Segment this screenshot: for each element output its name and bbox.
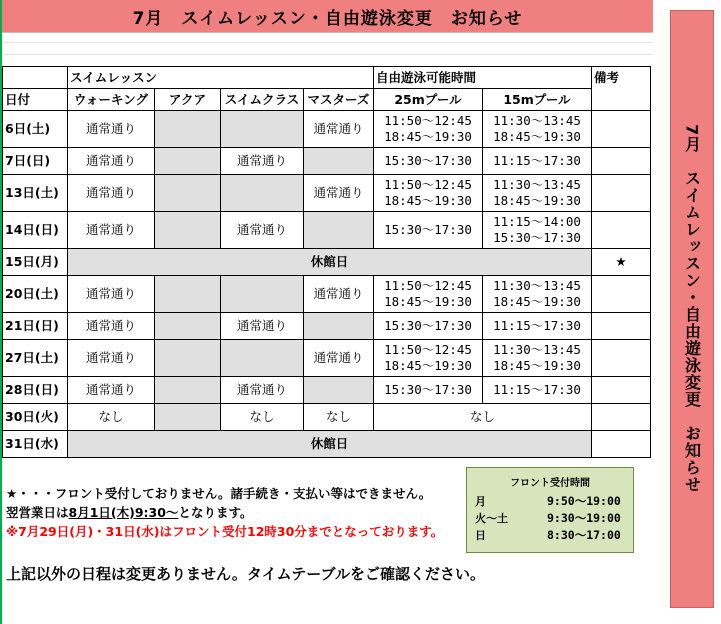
date-cell: 6日(土) <box>3 111 68 148</box>
notes-block <box>6 484 443 541</box>
front-hours-day: 日 <box>475 529 486 542</box>
time-range: 11:30～13:45 <box>493 177 581 192</box>
grid-line <box>2 42 653 43</box>
walking-cell: 通常通り <box>68 148 155 175</box>
time-range: 11:15～17:30 <box>493 318 581 333</box>
masters-header: マスターズ <box>304 89 374 111</box>
date-cell: 14日(日) <box>3 212 68 249</box>
front-hours-time: 9:50～19:00 <box>547 494 621 508</box>
group-header-row <box>3 67 651 89</box>
swim-class-cell: なし <box>221 404 304 431</box>
aqua-cell <box>155 148 221 175</box>
swim-class-cell <box>221 111 304 148</box>
walking-cell: 通常通り <box>68 377 155 404</box>
date-cell: 27日(土) <box>3 340 68 377</box>
table-row <box>3 148 651 175</box>
pool-25m-times <box>374 175 483 212</box>
remarks-header-blank <box>592 89 651 111</box>
swim-class-cell <box>221 340 304 377</box>
date-cell: 7日(日) <box>3 148 68 175</box>
date-header: 日付 <box>3 89 68 111</box>
table-row <box>3 340 651 377</box>
masters-cell <box>304 313 374 340</box>
time-range: 18:45～19:30 <box>384 193 472 208</box>
time-range: 18:45～19:30 <box>384 129 472 144</box>
time-range: 11:50～12:45 <box>384 342 472 357</box>
front-hours-day: 火～土 <box>475 512 508 525</box>
column-header-row <box>3 89 651 111</box>
date-cell: 13日(土) <box>3 175 68 212</box>
remark-cell <box>592 276 651 313</box>
time-range: 11:15～17:30 <box>493 382 581 397</box>
note-next-prefix: 翌営業日は <box>6 505 69 520</box>
table-row <box>3 249 651 276</box>
remark-cell <box>592 313 651 340</box>
masters-cell: 通常通り <box>304 175 374 212</box>
pool-15m-header: 15mプール <box>483 89 592 111</box>
table-row <box>3 431 651 458</box>
note-next-date: 8月1日(木)9:30～ <box>68 505 179 520</box>
front-hours-row <box>467 510 633 527</box>
aqua-cell <box>155 377 221 404</box>
page-title: 7月 スイムレッスン・自由遊泳変更 お知らせ <box>2 0 653 33</box>
time-range: 18:45～19:30 <box>493 129 581 144</box>
pool-25m-header: 25mプール <box>374 89 483 111</box>
pool-25m-times <box>374 377 483 404</box>
front-hours-row <box>467 527 633 544</box>
pool-25m-times <box>374 340 483 377</box>
time-range: 18:45～19:30 <box>493 294 581 309</box>
time-range: 11:30～13:45 <box>493 342 581 357</box>
schedule-table <box>2 66 651 458</box>
front-hours-day: 月 <box>475 495 486 508</box>
pool-25m-times <box>374 313 483 340</box>
pool-15m-times <box>483 340 592 377</box>
swim-class-cell: 通常通り <box>221 148 304 175</box>
walking-cell: 通常通り <box>68 313 155 340</box>
side-banner <box>670 10 714 608</box>
table-row <box>3 313 651 340</box>
free-swim-cell: なし <box>374 404 592 431</box>
pool-15m-times <box>483 377 592 404</box>
side-banner-text: 7月 スイムレッスン・自由遊泳変更 お知らせ <box>682 124 702 494</box>
date-cell: 20日(土) <box>3 276 68 313</box>
aqua-cell <box>155 276 221 313</box>
time-range: 18:45～19:30 <box>384 358 472 373</box>
table-row <box>3 212 651 249</box>
aqua-header: アクア <box>155 89 221 111</box>
aqua-cell <box>155 340 221 377</box>
date-cell: 31日(水) <box>3 431 68 458</box>
remark-cell <box>592 377 651 404</box>
note-front-closed: ★・・・フロント受付しておりません。諸手続き・支払い等はできません。 <box>6 486 432 501</box>
time-range: 18:45～19:30 <box>493 358 581 373</box>
pool-25m-times <box>374 212 483 249</box>
remark-cell <box>592 404 651 431</box>
time-range: 11:15～14:00 <box>493 214 581 229</box>
masters-cell <box>304 377 374 404</box>
swim-class-header: スイムクラス <box>221 89 304 111</box>
remark-cell: ★ <box>592 249 651 276</box>
remark-cell <box>592 175 651 212</box>
front-hours-title: フロント受付時間 <box>510 478 590 489</box>
time-range: 11:15～17:30 <box>493 153 581 168</box>
masters-cell: なし <box>304 404 374 431</box>
time-range: 11:50～12:45 <box>384 113 472 128</box>
walking-cell: 通常通り <box>68 111 155 148</box>
remark-cell <box>592 212 651 249</box>
swim-class-cell <box>221 276 304 313</box>
note-front-hours-change: ※7月29日(月)・31日(水)はフロント受付12時30分までとなっております。 <box>6 524 444 539</box>
front-hours-time: 8:30～17:00 <box>547 528 621 542</box>
bottom-message: 上記以外の日程は変更ありません。タイムテーブルをご確認ください。 <box>6 565 485 583</box>
blank-header-cell <box>3 67 68 89</box>
remark-cell <box>592 111 651 148</box>
masters-cell: 通常通り <box>304 340 374 377</box>
pool-15m-times <box>483 276 592 313</box>
walking-cell: なし <box>68 404 155 431</box>
free-swim-group-header: 自由遊泳可能時間 <box>374 67 592 89</box>
masters-cell <box>304 212 374 249</box>
time-range: 11:30～13:45 <box>493 278 581 293</box>
swim-class-cell: 通常通り <box>221 377 304 404</box>
time-range: 18:45～19:30 <box>493 193 581 208</box>
date-cell: 28日(日) <box>3 377 68 404</box>
aqua-cell <box>155 313 221 340</box>
time-range: 15:30～17:30 <box>384 153 472 168</box>
walking-cell: 通常通り <box>68 175 155 212</box>
time-range: 11:50～12:45 <box>384 177 472 192</box>
remarks-header: 備考 <box>592 67 651 89</box>
table-row <box>3 276 651 313</box>
swim-class-cell <box>221 175 304 212</box>
date-cell: 30日(火) <box>3 404 68 431</box>
front-hours-time: 9:30～19:00 <box>547 511 621 525</box>
remark-cell <box>592 148 651 175</box>
aqua-cell <box>155 111 221 148</box>
aqua-cell <box>155 212 221 249</box>
pool-25m-times <box>374 148 483 175</box>
lesson-group-header: スイムレッスン <box>68 67 374 89</box>
time-range: 11:50～12:45 <box>384 278 472 293</box>
closed-cell: 休館日 <box>68 249 592 276</box>
pool-25m-times <box>374 111 483 148</box>
pool-15m-times <box>483 148 592 175</box>
walking-header: ウォーキング <box>68 89 155 111</box>
masters-cell: 通常通り <box>304 111 374 148</box>
date-cell: 21日(日) <box>3 313 68 340</box>
aqua-cell <box>155 175 221 212</box>
table-row <box>3 404 651 431</box>
grid-line <box>2 54 653 55</box>
pool-15m-times <box>483 212 592 249</box>
table-row <box>3 111 651 148</box>
swim-class-cell: 通常通り <box>221 212 304 249</box>
walking-cell: 通常通り <box>68 276 155 313</box>
front-hours-box <box>466 467 634 553</box>
walking-cell: 通常通り <box>68 340 155 377</box>
pool-15m-times <box>483 313 592 340</box>
masters-cell <box>304 148 374 175</box>
pool-15m-times <box>483 111 592 148</box>
table-row <box>3 377 651 404</box>
date-cell: 15日(月) <box>3 249 68 276</box>
table-row <box>3 175 651 212</box>
pool-15m-times <box>483 175 592 212</box>
masters-cell: 通常通り <box>304 276 374 313</box>
closed-cell: 休館日 <box>68 431 592 458</box>
time-range: 15:30～17:30 <box>384 318 472 333</box>
pool-25m-times <box>374 276 483 313</box>
time-range: 18:45～19:30 <box>384 294 472 309</box>
time-range: 11:30～13:45 <box>493 113 581 128</box>
front-hours-row <box>467 493 633 510</box>
time-range: 15:30～17:30 <box>493 230 581 245</box>
time-range: 15:30～17:30 <box>384 382 472 397</box>
walking-cell: 通常通り <box>68 212 155 249</box>
remark-cell <box>592 340 651 377</box>
remark-cell <box>592 431 651 458</box>
aqua-cell <box>155 404 221 431</box>
swim-class-cell: 通常通り <box>221 313 304 340</box>
time-range: 15:30～17:30 <box>384 222 472 237</box>
note-next-suffix: となります。 <box>178 505 253 520</box>
note-next-business-day <box>6 503 443 522</box>
